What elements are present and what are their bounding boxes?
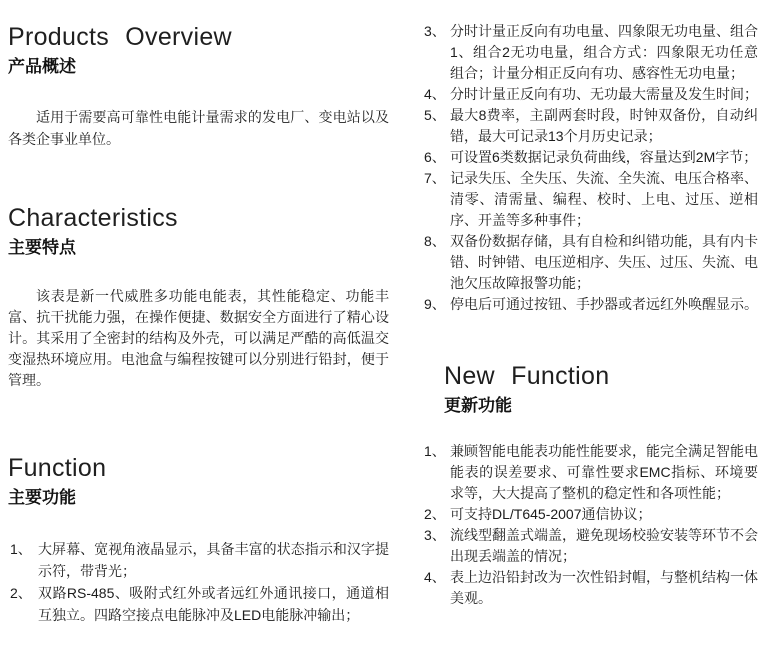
list-item bbox=[424, 441, 758, 504]
list-item-text: 流线型翻盖式端盖，避免现场校验安装等环节不会出现丢端盖的情况； bbox=[450, 527, 758, 564]
list-item-number: 5、 bbox=[424, 107, 446, 123]
list-item bbox=[424, 567, 758, 609]
section-characteristics bbox=[8, 203, 389, 391]
products-overview-title-zh: 产品概述 bbox=[8, 57, 76, 76]
list-item-number: 1、 bbox=[10, 541, 32, 557]
function-list bbox=[8, 538, 389, 626]
list-item-text: 分时计量正反向有功电量、四象限无功电量、组合1、组合2无功电量，组合方式：四象限无功任意组合；计量分相正反向有功、感容性无功电量； bbox=[450, 23, 758, 81]
new-function-list bbox=[424, 441, 758, 609]
function-list-continued bbox=[424, 21, 758, 315]
products-overview-body: 适用于需要高可靠性电能计量需求的发电厂、变电站以及各类企事业单位。 bbox=[8, 109, 389, 147]
function-title-zh: 主要功能 bbox=[8, 488, 76, 507]
right-column bbox=[424, 0, 758, 609]
list-item-text: 记录失压、全失压、失流、全失流、电压合格率、清零、清需量、编程、校时、上电、过压、逆相序、开盖等多种事件； bbox=[450, 170, 758, 228]
list-item bbox=[424, 21, 758, 84]
list-item bbox=[8, 538, 389, 582]
list-item-text: 双备份数据存储，具有自检和纠错功能，具有内卡错、时钟错、电压逆相序、失压、过压、失流、电池欠压故障报警功能； bbox=[450, 233, 758, 291]
list-item-number: 4、 bbox=[424, 86, 446, 102]
left-column bbox=[8, 0, 389, 626]
list-item-text: 兼顾智能电能表功能性能要求，能完全满足智能电能表的误差要求、可靠性要求EMC指标、环境要求等，大大提高了整机的稳定性和各项性能； bbox=[450, 443, 758, 501]
list-item bbox=[8, 582, 389, 626]
list-item bbox=[424, 84, 758, 105]
list-item bbox=[424, 147, 758, 168]
function-title-en: Function bbox=[8, 454, 107, 482]
list-item-number: 2、 bbox=[10, 585, 32, 601]
list-item-text: 分时计量正反向有功、无功最大需量及发生时间； bbox=[450, 86, 758, 102]
list-item-number: 1、 bbox=[424, 443, 446, 459]
list-item bbox=[424, 231, 758, 294]
products-overview-title-en: Products Overview bbox=[8, 23, 232, 51]
list-item-text: 可支持DL/T645-2007通信协议； bbox=[450, 506, 652, 522]
list-item bbox=[424, 168, 758, 231]
list-item-text: 双路RS-485、吸附式红外或者远红外通讯接口，通道相互独立。四路空接点电能脉冲及LED电能脉冲输出； bbox=[38, 585, 389, 623]
list-item-number: 8、 bbox=[424, 233, 446, 249]
characteristics-title-en: Characteristics bbox=[8, 204, 178, 232]
new-function-title-en: New Function bbox=[444, 362, 610, 390]
list-item-number: 9、 bbox=[424, 296, 446, 312]
list-item-text: 表上边沿铅封改为一次性铅封帽，与整机结构一体美观。 bbox=[450, 569, 758, 606]
list-item-number: 4、 bbox=[424, 569, 446, 585]
list-item-number: 7、 bbox=[424, 170, 446, 186]
list-item bbox=[424, 504, 758, 525]
new-function-title-zh: 更新功能 bbox=[444, 396, 512, 415]
list-item-text: 大屏幕、宽视角液晶显示，具备丰富的状态指示和汉字提示符，带背光； bbox=[38, 541, 389, 579]
list-item bbox=[424, 294, 758, 315]
section-function-continued bbox=[424, 21, 758, 315]
characteristics-body: 该表是新一代威胜多功能电能表，其性能稳定、功能丰富、抗干扰能力强，在操作便捷、数据安全方面进行了精心设计。其采用了全密封的结构及外壳，可以满足严酷的高低温交变湿热环境应用。电池盒与编程按键可以分别进行铅封，便于管理。 bbox=[8, 288, 389, 388]
section-function bbox=[8, 453, 389, 626]
section-products-overview bbox=[8, 22, 389, 150]
list-item-number: 3、 bbox=[424, 527, 446, 543]
list-item-text: 最大8费率，主副两套时段，时钟双备份，自动纠错，最大可记录13个月历史记录； bbox=[450, 107, 758, 144]
characteristics-title-zh: 主要特点 bbox=[8, 238, 76, 257]
section-new-function bbox=[424, 361, 758, 609]
list-item-text: 停电后可通过按钮、手抄器或者远红外唤醒显示。 bbox=[450, 296, 758, 312]
list-item-number: 3、 bbox=[424, 23, 446, 39]
list-item-number: 6、 bbox=[424, 149, 446, 165]
list-item bbox=[424, 105, 758, 147]
list-item-text: 可设置6类数据记录负荷曲线，容量达到2M字节； bbox=[450, 149, 758, 165]
list-item bbox=[424, 525, 758, 567]
list-item-number: 2、 bbox=[424, 506, 446, 522]
